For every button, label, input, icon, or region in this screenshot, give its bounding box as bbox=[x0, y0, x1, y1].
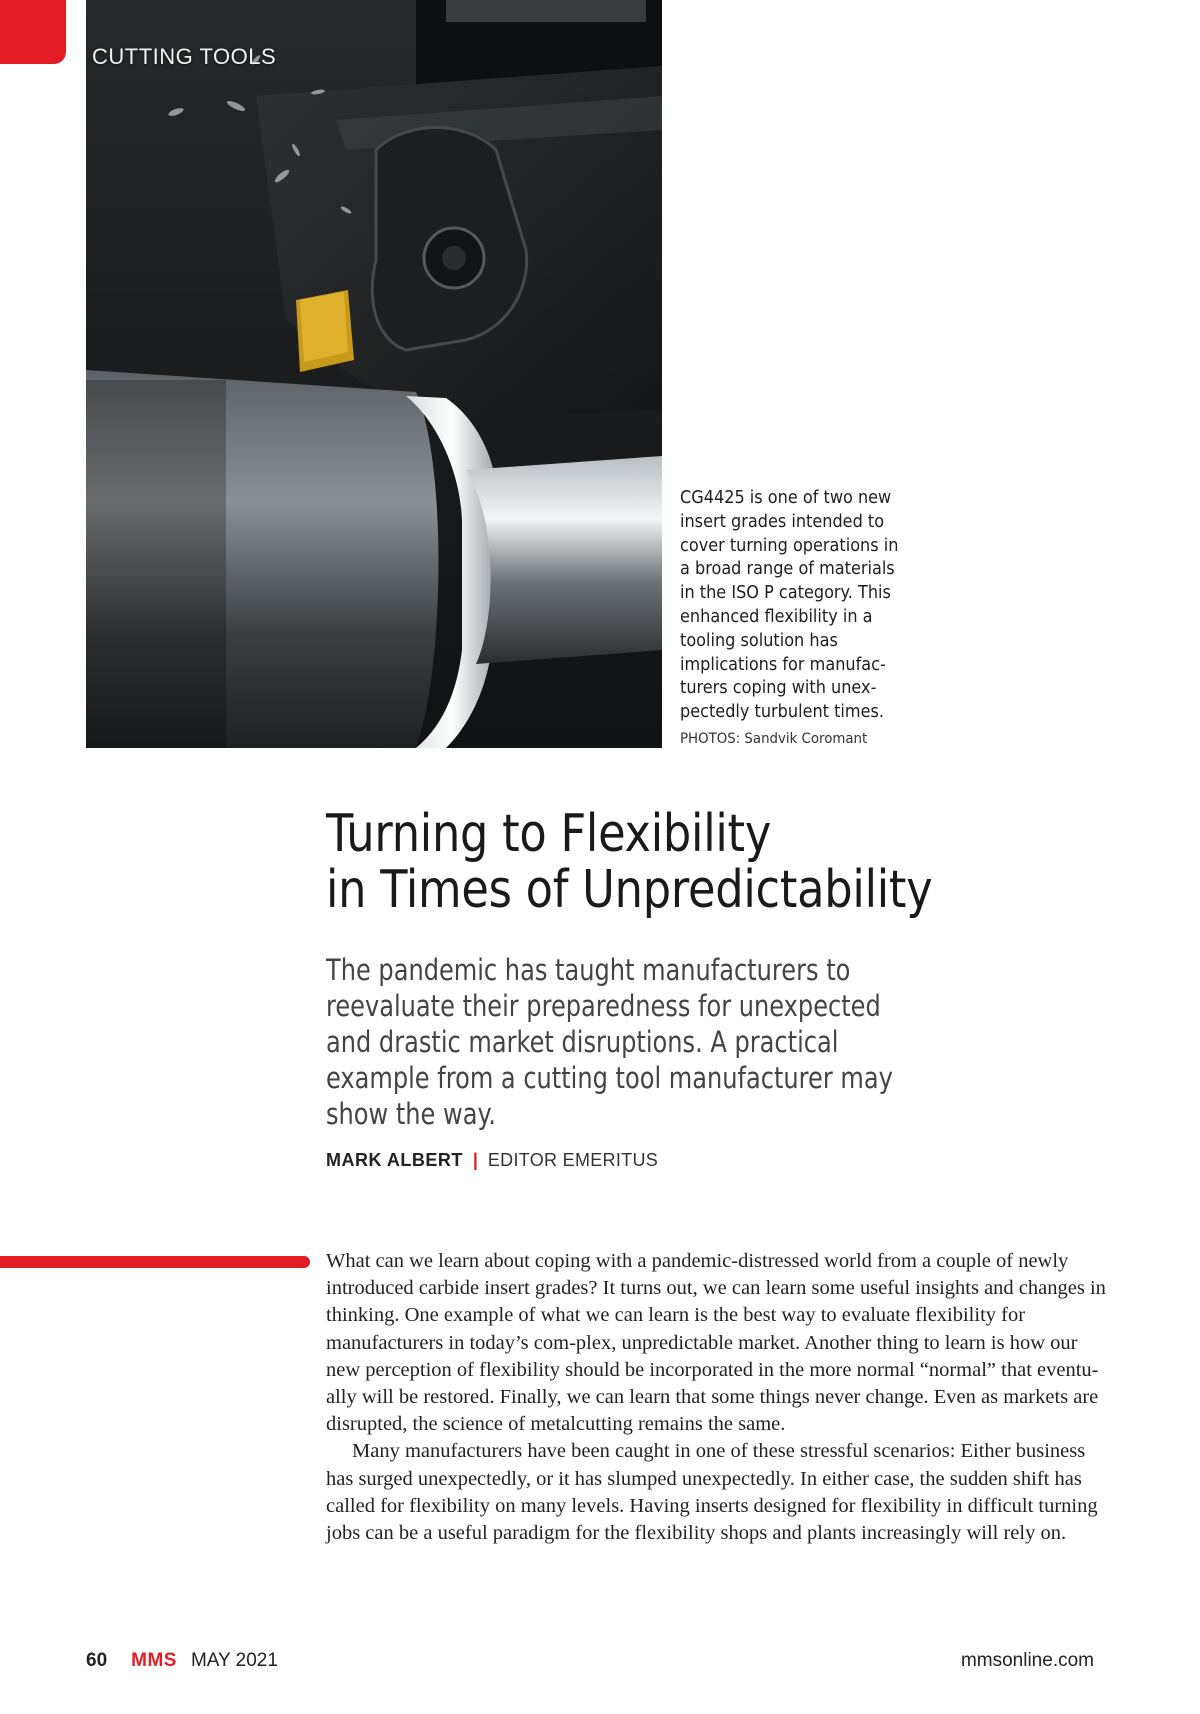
website-link[interactable]: mmsonline.com bbox=[960, 1650, 1094, 1671]
byline bbox=[326, 1150, 658, 1171]
photo-credit: PHOTOS: Sandvik Coromant bbox=[680, 731, 868, 747]
article-headline bbox=[326, 806, 1014, 918]
article-dek: The pandemic has taught manufacturers to reevaluate their preparedness for unexpected and drastic market disruptions. A practical example from a cutting tool manufacturer may show the way. bbox=[326, 953, 893, 1131]
page-footer bbox=[86, 1650, 1094, 1674]
body-paragraph: What can we learn about coping with a pandemic-distressed world from a couple of newly introduced carbide insert grades? It turns out, we can learn some useful insights and changes in thinking. One example of what we can learn is the best way to evaluate flexibility for manufacturers in today’s com-plex, unpredictable market. Another thing to learn is how our new perception of flexibility should be incorporated in the more normal “normal” that eventu-ally will be restored. Finally, we can learn that some things never change. Even as markets are disrupted, the science of metalcutting remains the same. bbox=[326, 1250, 1106, 1436]
author-role: EDITOR EMERITUS bbox=[487, 1150, 659, 1170]
author-name: MARK ALBERT bbox=[326, 1150, 463, 1170]
section-label: CUTTING TOOLS bbox=[92, 44, 277, 69]
headline-line-1: Turning to Flexibility bbox=[326, 804, 772, 864]
body-paragraph: Many manufacturers have been caught in one of these stressful scenarios: Either business has surged unexpectedly, or it has slumped unexpectedly. In either case, the sudden shift has called for flexibility on many levels. Having inserts designed for flexibility in difficult turning jobs can be a useful paradigm for the flexibility shops and plants increasingly will rely on. bbox=[326, 1440, 1098, 1545]
photo-caption: CG4425 is one of two new insert grades intended to cover turning operations in a broad range of materials in the ISO P category. This enhanced flexibility in a tooling solution has implications for manufac-turers coping with unex-pectedly turbulent times. bbox=[680, 488, 899, 723]
issue-date: MAY 2021 bbox=[190, 1650, 278, 1671]
section-corner-tab bbox=[0, 0, 66, 64]
page-number: 60 bbox=[86, 1650, 108, 1671]
headline-line-2: in Times of Unpredictability bbox=[326, 860, 933, 920]
accent-rule bbox=[0, 1256, 310, 1268]
magazine-brand: MMS bbox=[131, 1650, 177, 1671]
byline-separator: | bbox=[472, 1150, 478, 1170]
cutting-tool-photo bbox=[86, 0, 662, 748]
article-body bbox=[326, 1248, 1106, 1547]
